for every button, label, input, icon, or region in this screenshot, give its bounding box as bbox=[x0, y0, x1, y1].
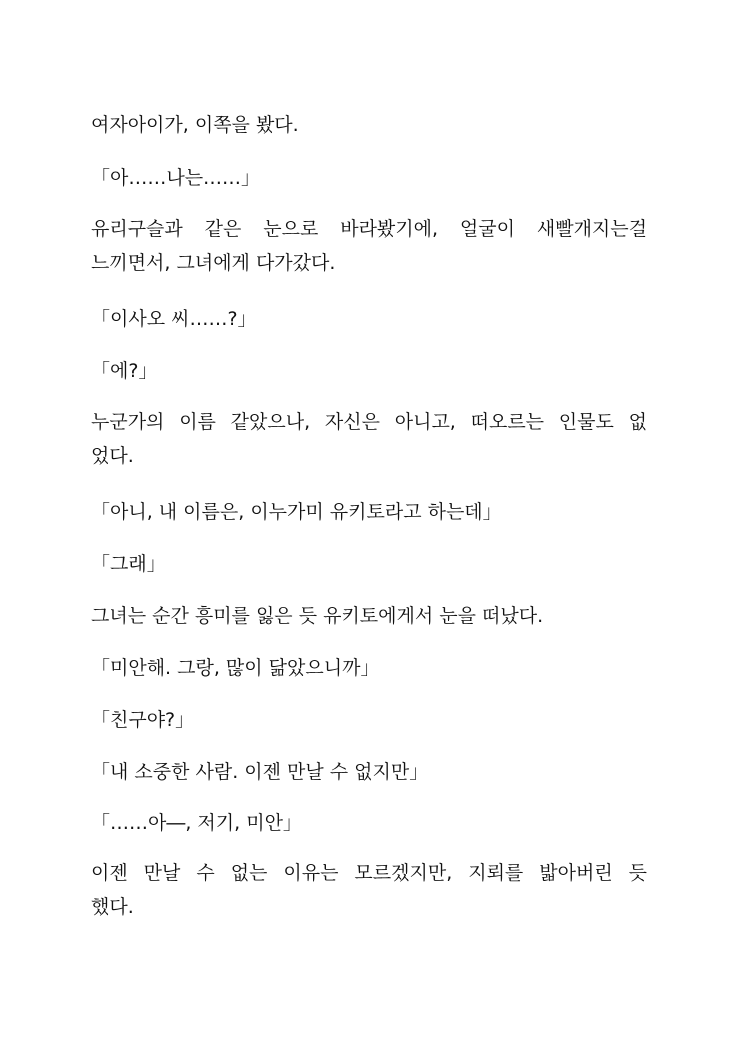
paragraph-1: 여자아이가, 이쪽을 봤다. bbox=[91, 114, 299, 136]
paragraph-3 bbox=[91, 405, 647, 473]
paragraph-4: 그녀는 순간 흥미를 잃은 듯 유키토에게서 눈을 떠났다. bbox=[91, 605, 544, 627]
dialogue-2: 「이사오 씨……?」 bbox=[91, 308, 257, 330]
paragraph-2-line-1: 유리구슬과 같은 눈으로 바라봤기에, 얼굴이 새빨개지는걸 bbox=[91, 218, 647, 240]
dialogue-5: 「그래」 bbox=[91, 553, 166, 575]
paragraph-2 bbox=[91, 212, 647, 280]
dialogue-3: 「에?」 bbox=[91, 360, 158, 382]
dialogue-7: 「친구야?」 bbox=[91, 709, 195, 731]
dialogue-4: 「아니, 내 이름은, 이누가미 유키토라고 하는데」 bbox=[91, 501, 502, 523]
paragraph-3-line-2: 었다. bbox=[91, 445, 134, 467]
dialogue-9: 「……아―, 저기, 미안」 bbox=[91, 812, 302, 834]
paragraph-5 bbox=[91, 856, 647, 924]
paragraph-3-line-1: 누군가의 이름 같았으나, 자신은 아니고, 떠오르는 인물도 없 bbox=[91, 411, 647, 433]
dialogue-1: 「아……나는……」 bbox=[91, 167, 261, 189]
dialogue-8: 「내 소중한 사람. 이젠 만날 수 없지만」 bbox=[91, 761, 429, 783]
paragraph-5-line-1: 이젠 만날 수 없는 이유는 모르겠지만, 지뢰를 밟아버린 듯 bbox=[91, 862, 647, 884]
dialogue-6: 「미안해. 그랑, 많이 닮았으니까」 bbox=[91, 657, 380, 679]
paragraph-5-line-2: 했다. bbox=[91, 896, 134, 918]
document-page bbox=[91, 0, 647, 1041]
paragraph-2-line-2: 느끼면서, 그녀에게 다가갔다. bbox=[91, 252, 336, 274]
